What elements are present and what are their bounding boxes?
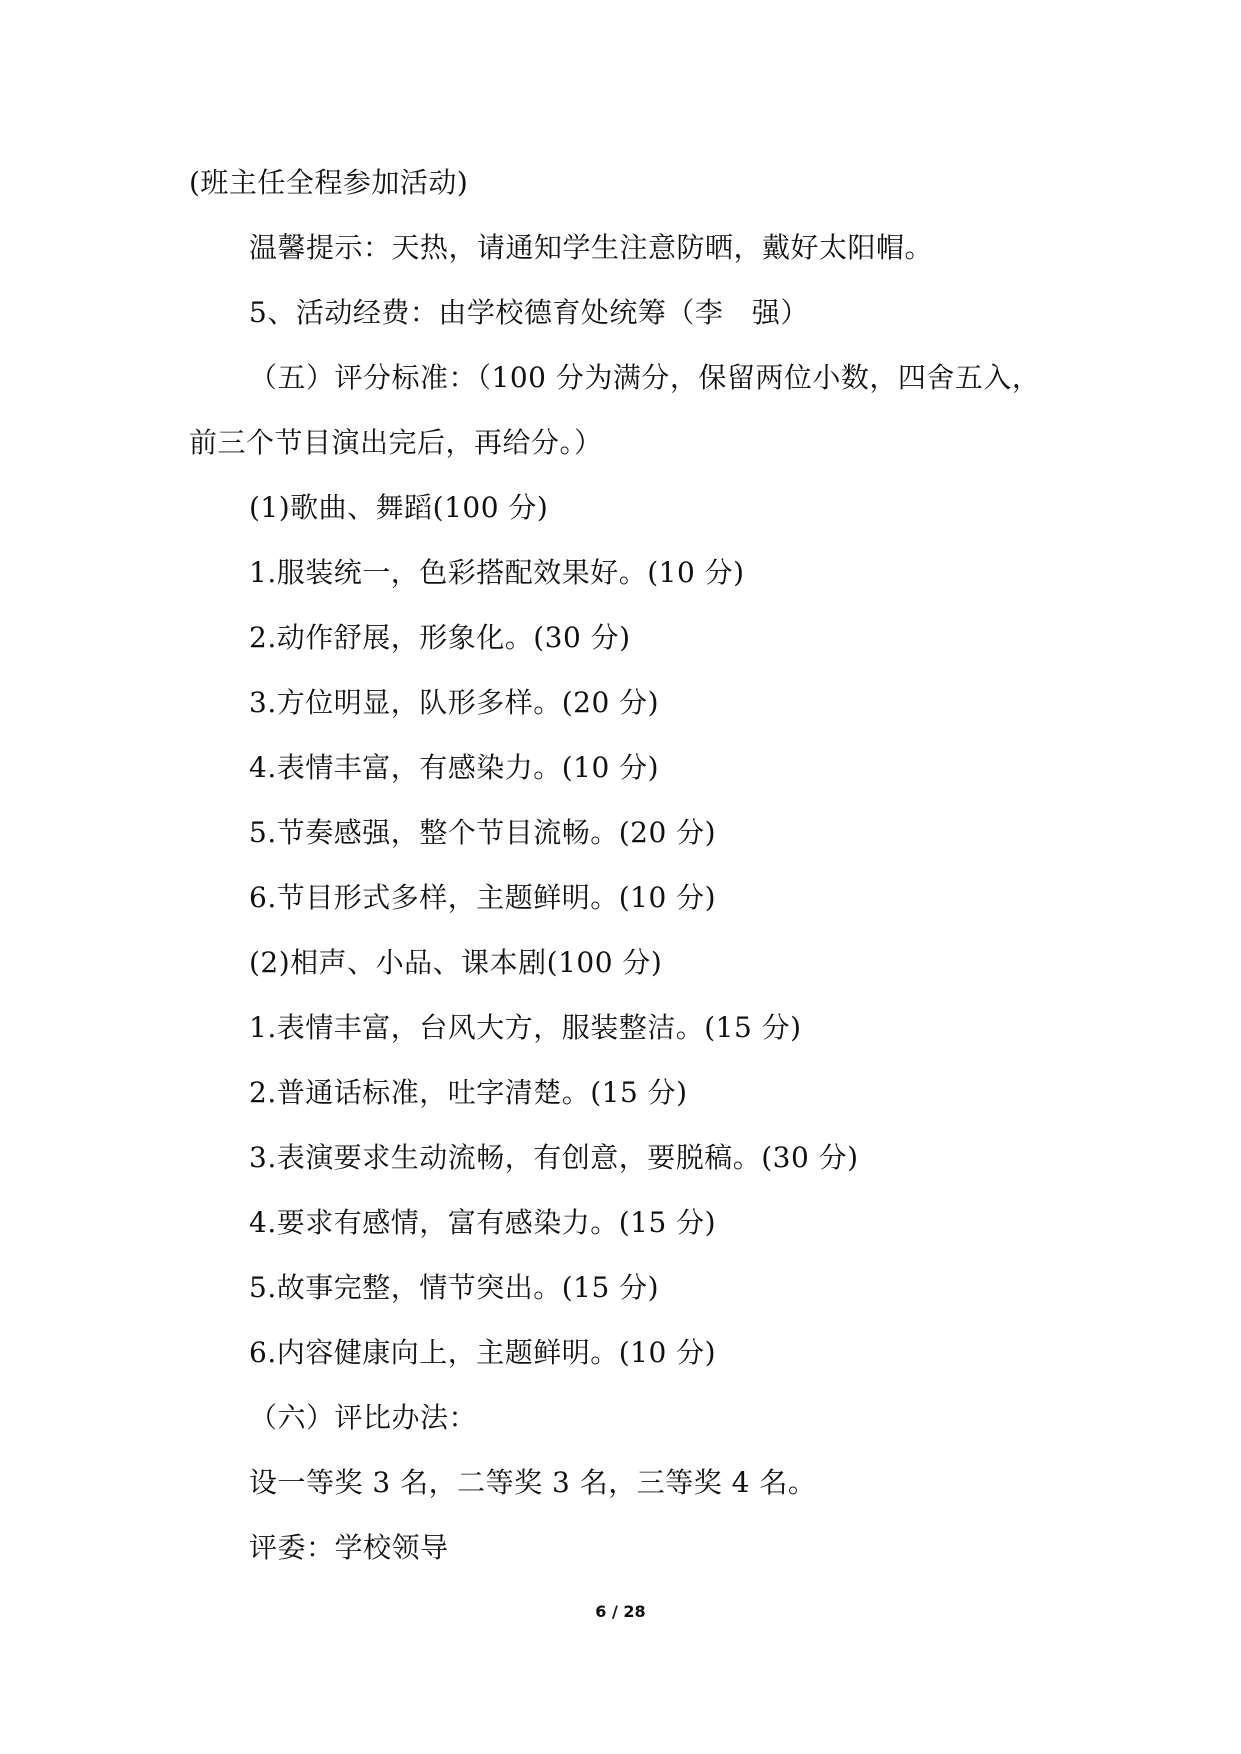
- section-heading: （五）评分标准：（100 分为满分，保留两位小数，四舍五入，: [249, 361, 1041, 394]
- list-item: 4.表情丰富，有感染力。(10 分): [249, 751, 660, 784]
- list-item: 4.要求有感情，富有感染力。(15 分): [249, 1206, 717, 1239]
- list-item: 3.表演要求生动流畅，有创意，要脱稿。(30 分): [249, 1141, 859, 1174]
- text-line: 设一等奖 3 名，二等奖 3 名，三等奖 4 名。: [249, 1466, 817, 1499]
- text-line: 前三个节目演出完后，再给分。）: [189, 426, 603, 459]
- text-line: (班主任全程参加活动): [189, 166, 469, 199]
- list-item: 5.故事完整，情节突出。(15 分): [249, 1271, 660, 1304]
- list-item: 1.服装统一，色彩搭配效果好。(10 分): [249, 556, 745, 589]
- subsection-heading: (1)歌曲、舞蹈(100 分): [249, 491, 549, 524]
- subsection-heading: (2)相声、小品、课本剧(100 分): [249, 946, 663, 979]
- list-item: 1.表情丰富，台风大方，服装整洁。(15 分): [249, 1011, 802, 1044]
- list-item: 2.普通话标准，吐字清楚。(15 分): [249, 1076, 688, 1109]
- text-line: 评委：学校领导: [249, 1531, 449, 1564]
- list-item: 6.内容健康向上，主题鲜明。(10 分): [249, 1336, 717, 1369]
- page-number: 6 / 28: [595, 1602, 646, 1621]
- list-item: 3.方位明显，队形多样。(20 分): [249, 686, 660, 719]
- list-item: 6.节目形式多样，主题鲜明。(10 分): [249, 881, 717, 914]
- text-line: 5、活动经费：由学校德育处统筹（李 强）: [249, 296, 809, 329]
- document-body: [189, 150, 1069, 1580]
- list-item: 5.节奏感强，整个节目流畅。(20 分): [249, 816, 717, 849]
- text-line: 温馨提示：天热，请通知学生注意防晒，戴好太阳帽。: [249, 231, 934, 264]
- list-item: 2.动作舒展，形象化。(30 分): [249, 621, 631, 654]
- section-heading: （六）评比办法：: [249, 1401, 478, 1434]
